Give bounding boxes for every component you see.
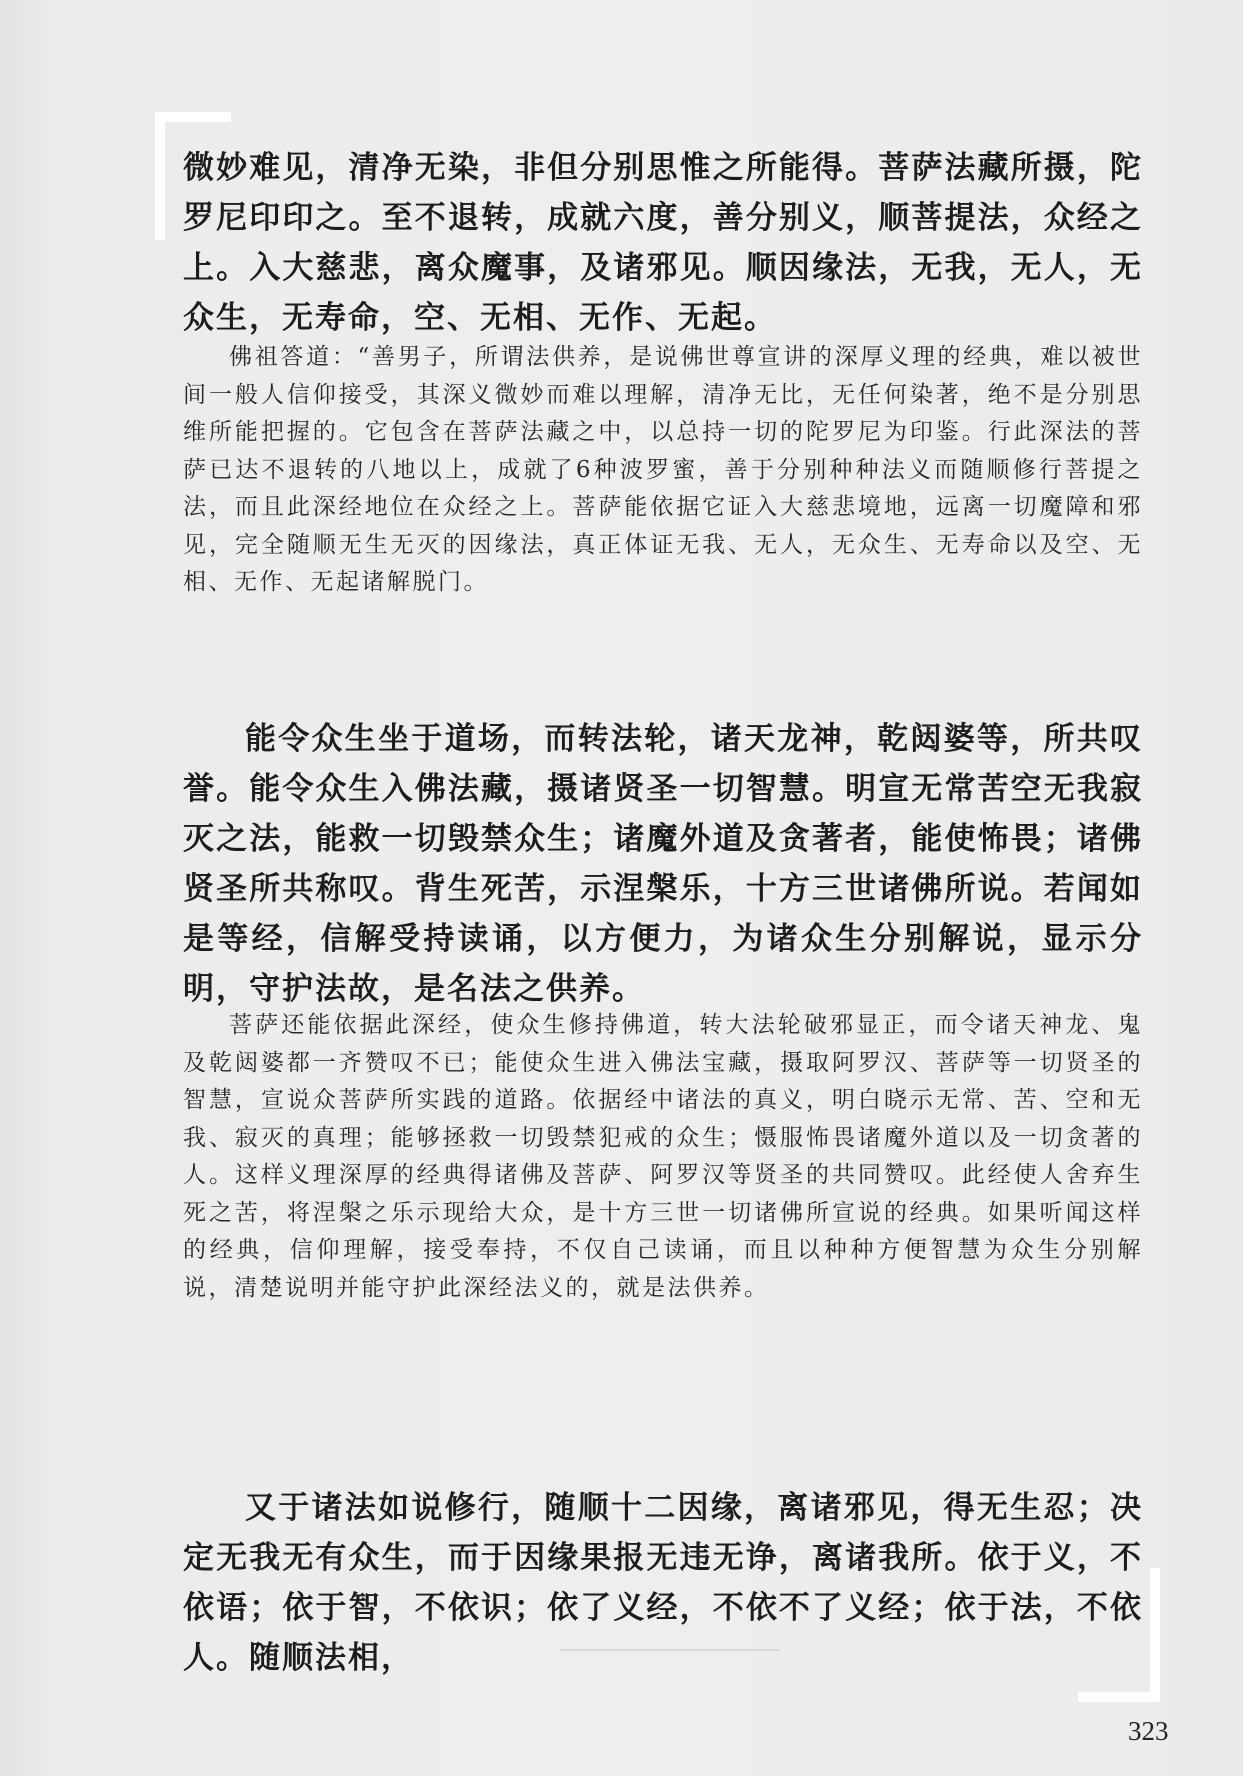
scripture-paragraph-3: 又于诸法如说修行，随顺十二因缘，离诸邪见，得无生忍；决定无我无有众生，而于因缘果报无违无诤，离诸我所。依于义，不依语；依于智，不依识；依了义经，不依不了义经；依于法，不依人。随顺法相，: [183, 1490, 1143, 1676]
page-number: 323: [1128, 1716, 1169, 1746]
translation-paragraph-1: 佛祖答道：“善男子，所谓法供养，是说佛世尊宣讲的深厚义理的经典，难以被世间一般人信仰接受，其深义微妙而难以理解，清净无比，无任何染著，绝不是分别思维所能把握的。它包含在菩萨法藏之中，以总持一切的陀罗尼为印鉴。行此深法的菩萨已达不退转的八地以上，成就了6种波罗蜜，善于分别种种法义而随顺修行菩提之法，而且此深经地位在众经之上。菩萨能依据它证入大慈悲境地，远离一切魔障和邪见，完全随顺无生无灭的因缘法，真正体证无我、无人，无众生、无寿命以及空、无相、无作、无起诸解脱门。: [183, 344, 1143, 595]
translation-paragraph-2: 菩萨还能依据此深经，使众生修持佛道，转大法轮破邪显正，而令诸天神龙、鬼及乾闼婆都一齐赞叹不已；能使众生进入佛法宝藏，摄取阿罗汉、菩萨等一切贤圣的智慧，宣说众菩萨所实践的道路。依据经中诸法的真义，明白晓示无常、苦、空和无我、寂灭的真理；能够拯救一切毁禁犯戒的众生；慑服怖畏诸魔外道以及一切贪著的人。这样义理深厚的经典得诸佛及菩萨、阿罗汉等贤圣的共同赞叹。此经使人舍弃生死之苦，将涅槃之乐示现给大众，是十方三世一切诸佛所宣说的经典。如果听闻这样的经典，信仰理解，接受奉持，不仅自己读诵，而且以种种方便智慧为众生分别解说，清楚说明并能守护此深经法义的，就是法供养。: [183, 1012, 1143, 1301]
scripture-paragraph-1: 微妙难见，清净无染，非但分别思惟之所能得。菩萨法藏所摄，陀罗尼印印之。至不退转，成就六度，善分别义，顺菩提法，众经之上。入大慈悲，离众魔事，及诸邪见。顺因缘法，无我，无人，无众生，无寿命，空、无相、无作、无起。: [183, 150, 1143, 336]
scripture-paragraph-2: 能令众生坐于道场，而转法轮，诸天龙神，乾闼婆等，所共叹誉。能令众生入佛法藏，摄诸贤圣一切智慧。明宣无常苦空无我寂灭之法，能救一切毁禁众生；诸魔外道及贪著者，能使怖畏；诸佛贤圣所共称叹。背生死苦，示涅槃乐，十方三世诸佛所说。若闻如是等经，信解受持读诵，以方便力，为诸众生分别解说，显示分明，守护法故，是名法之供养。: [183, 721, 1143, 1007]
